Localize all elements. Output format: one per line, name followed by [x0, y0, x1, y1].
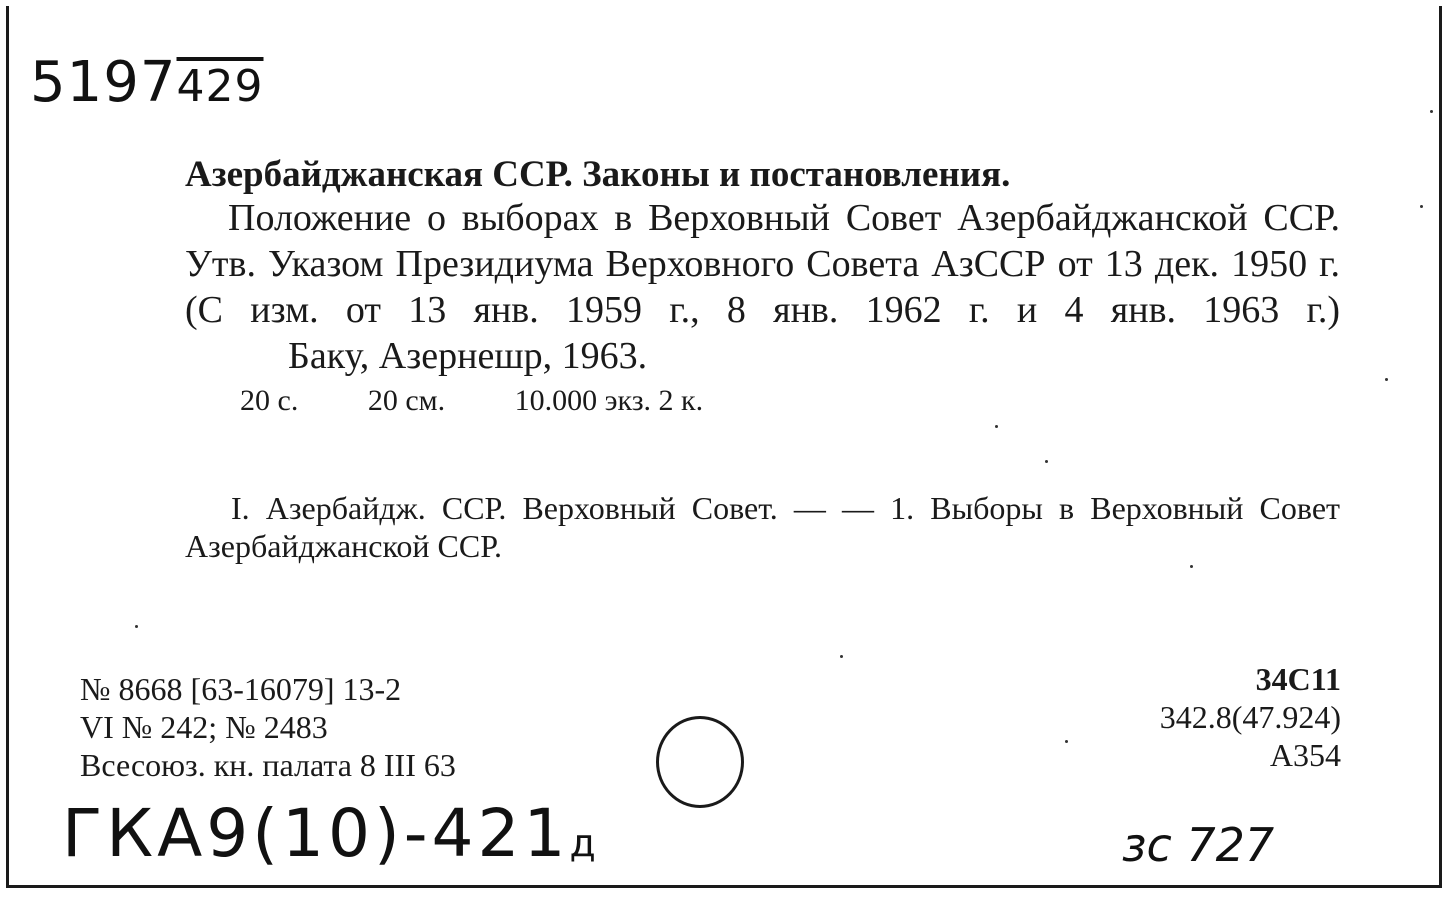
classification-block — [1160, 660, 1341, 774]
registration-block — [80, 670, 456, 784]
entry-heading: Азербайджанская ССР. Законы и постановления. — [185, 154, 1011, 195]
bottom-shelfmark: ГКА9(10)-421 — [62, 795, 570, 872]
handwritten-shelfmark-bottom — [62, 795, 600, 872]
registration-line-2: VI № 242; № 2483 — [80, 709, 328, 745]
scan-speck — [1065, 740, 1068, 743]
card-punch-hole — [656, 716, 744, 808]
entry-body: Положение о выборах в Верховный Совет Азербайджанской ССР. Утв. Указом Президиума Верховного Совета АзССР от 13 дек. 1950 г. (С изм. от 13 янв. 1959 г., 8 янв. 1962 г. и 4 янв. 1963 г.) — [185, 197, 1340, 331]
entry-publisher: Баку, Азернешр, 1963. — [288, 335, 648, 377]
scan-speck — [1420, 205, 1423, 208]
classification-author-mark: А354 — [1269, 737, 1341, 773]
entry-size: 20 см. — [367, 384, 446, 417]
classification-code: 34С11 — [1255, 661, 1341, 697]
shelfmark-fraction: 429 — [176, 61, 264, 112]
scan-speck — [1045, 460, 1048, 463]
classification-udc: 342.8(47.924) — [1159, 699, 1341, 735]
scan-speck — [135, 625, 138, 628]
entry-physical-details — [240, 384, 765, 418]
scan-speck — [1430, 110, 1433, 113]
scan-speck — [840, 655, 843, 658]
scan-speck — [1190, 565, 1193, 568]
handwritten-inventory-number: зс 727 — [1122, 818, 1275, 872]
subject-tracing: I. Азербайдж. ССР. Верховный Совет. — — 1. Выборы в Верховный Совет Азербайджанской ССР. — [185, 490, 1340, 564]
entry-copies-price: 10.000 экз. 2 к. — [514, 384, 704, 417]
entry-description — [185, 195, 1340, 379]
registration-line-3: Всесоюз. кн. палата 8 III 63 — [80, 747, 456, 783]
entry-pages: 20 с. — [240, 384, 299, 417]
handwritten-shelfmark-top — [30, 50, 264, 115]
shelfmark-number: 5197 — [30, 50, 177, 115]
scan-speck — [1385, 378, 1388, 381]
registration-line-1: № 8668 [63-16079] 13-2 — [80, 671, 402, 707]
bottom-shelfmark-suffix: д — [569, 821, 600, 865]
scan-speck — [995, 425, 998, 428]
